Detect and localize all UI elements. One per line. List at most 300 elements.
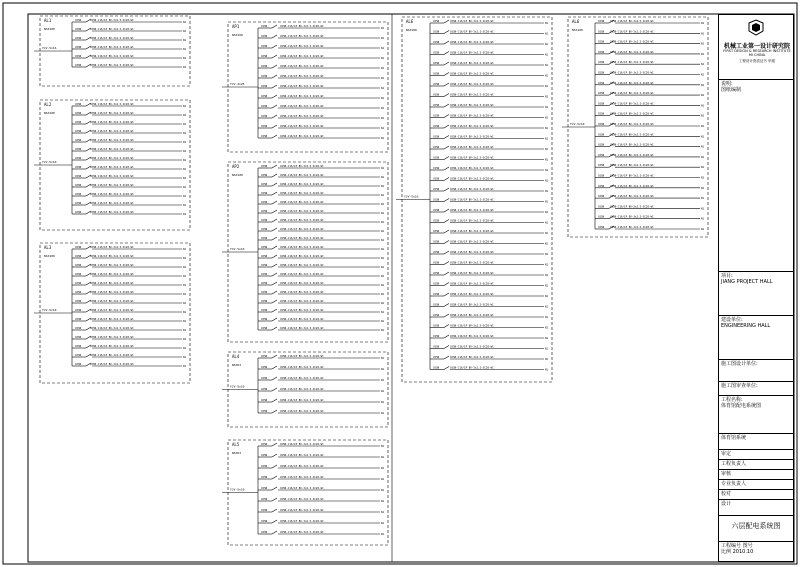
cb-ALE-10 [444, 125, 449, 128]
cb-label-AL4-5: C65N [261, 410, 268, 413]
cb-label-AL2-11: C65N [75, 202, 82, 205]
title-block [718, 14, 794, 562]
circuit-label-AP1-0: C65N-C16/1P BV-3x2.5-SC20-WC [280, 25, 324, 28]
circuit-label-AL2-1: C65N-C16/1P BV-3x2.5-SC20-WC [90, 112, 134, 115]
load-label-AL3-0: N1 [183, 248, 187, 251]
cb-AP2-1 [272, 174, 277, 177]
circuit-label-ALE-13: C65N-C16/1P BV-3x2.5-SC20-WC [450, 156, 494, 160]
circuit-label-AL3-1: C65N-C16/1P BV-3x2.5-SC20-WC [90, 255, 134, 258]
cb-AL5-3 [272, 476, 277, 479]
circuit-label-AL3-0: C65N-C16/1P BV-3x2.5-SC20-WC [90, 246, 134, 249]
load-label-AL2-11: N1 [183, 204, 187, 207]
cb-label-AL2-8: C65N [75, 175, 82, 178]
load-label-AP2-3: N1 [381, 194, 385, 197]
circuit-label-AP1-4: C65N-C16/1P BV-3x2.5-SC20-WC [280, 65, 324, 68]
circuit-label-AL3-9: C65N-C16/1P BV-3x2.5-SC20-WC [90, 327, 134, 330]
cb-AP2-10 [272, 255, 277, 258]
cb-AP1-5 [272, 75, 277, 78]
cb-label-AP2-18: C65N [261, 327, 268, 330]
circuit-label-AL3-10: C65N-C16/1P BV-3x2.5-SC20-WC [90, 336, 134, 339]
cb-ALE-19 [444, 220, 449, 223]
circuit-label-ALE-6: C65N-C16/1P BV-3x2.5-SC20-WC [450, 83, 494, 86]
cb-label-AL4-3: C65N [261, 388, 268, 391]
load-label-AL3-11: N1 [183, 347, 187, 350]
tb-sign-3: 专业负责人 [719, 479, 793, 489]
circuit-label-AL6-15: C65N-C16/1P BV-3x2.5-SC20-WC [610, 174, 654, 178]
circuit-label-AL4-5: C65N-C16/1P BV-3x2.5-SC20-WC [280, 410, 324, 413]
cb-label-ALE-14: C65N [433, 167, 440, 170]
cb-AL4-4 [272, 399, 277, 402]
circuit-label-AL3-5: C65N-C16/1P BV-3x2.5-SC20-WC [90, 291, 134, 294]
cb-ALE-22 [444, 251, 449, 254]
circuit-label-AP2-2: C65N-C16/1P BV-3x2.5-SC20-WC [280, 183, 324, 186]
cb-label-AL2-6: C65N [75, 157, 82, 160]
circuit-label-AP1-6: C65N-C16/1P BV-3x2.5-SC20-WC [280, 85, 324, 88]
cb-label-AP2-7: C65N [261, 228, 268, 231]
load-label-ALE-14: N1 [545, 169, 549, 172]
circuit-label-ALE-22: C65N-C16/1P BV-3x2.5-SC20-WC [450, 251, 494, 254]
load-label-AL6-12: N1 [701, 145, 705, 149]
circuit-label-AL5-8: C65N-C16/1P BV-3x2.5-SC20-WC [280, 531, 324, 534]
panel-id-AL6: AL6 [572, 19, 580, 24]
circuit-label-AL5-4: C65N-C16/1P BV-3x2.5-SC20-WC [280, 487, 324, 490]
cb-AP1-7 [272, 95, 277, 98]
cb-ALE-23 [444, 262, 449, 265]
cb-label-AL6-9: C65N [598, 112, 605, 116]
tb-sign-5: 设计 [719, 499, 793, 511]
load-label-AL6-11: N1 [701, 135, 705, 139]
circuit-label-AL1-3: C65N-C16/1P BV-3x2.5-SC20-WC [90, 46, 134, 49]
circuit-label-AL1-1: C65N-C16/1P BV-3x2.5-SC20-WC [90, 28, 134, 31]
load-label-ALE-28: N1 [545, 316, 549, 319]
circuit-label-AL2-9: C65N-C16/1P BV-3x2.5-SC20-WC [90, 184, 134, 187]
cb-AP2-2 [272, 183, 277, 186]
load-label-AP1-11: N1 [381, 137, 385, 140]
circuit-label-AL6-7: C65N-C16/1P BV-3x2.5-SC20-WC [610, 92, 654, 96]
circuit-label-AP2-5: C65N-C16/1P BV-3x2.5-SC20-WC [280, 210, 324, 213]
cb-label-AL6-17: C65N [598, 195, 605, 199]
load-label-AL3-2: N1 [183, 266, 187, 269]
circuit-label-ALE-30: C65N-C16/1P BV-3x2.5-SC20-WC [450, 335, 494, 338]
cb-label-AL2-4: C65N [75, 139, 82, 142]
load-label-AL3-6: N1 [183, 302, 187, 305]
load-label-AL3-10: N1 [183, 338, 187, 341]
load-label-AL1-5: N1 [183, 66, 187, 69]
load-label-AP2-6: N1 [381, 221, 385, 224]
circuit-label-AL6-1: C65N-C16/1P BV-3x2.5-SC20-WC [610, 30, 654, 34]
cb-label-AL6-12: C65N [598, 143, 605, 147]
cb-AP2-18 [272, 327, 277, 330]
load-label-AL6-17: N1 [701, 197, 705, 201]
circuit-label-AL1-2: C65N-C16/1P BV-3x2.5-SC20-WC [90, 37, 134, 40]
cb-label-ALE-1: C65N [433, 30, 440, 34]
cb-AL4-3 [272, 388, 277, 391]
circuit-label-AL2-0: C65N-C16/1P BV-3x2.5-SC20-WC [90, 103, 134, 106]
cb-label-AP2-11: C65N [261, 264, 268, 267]
cb-label-AL1-1: C65N [75, 28, 82, 31]
circuit-label-AL5-2: C65N-C16/1P BV-3x2.5-SC20-WC [280, 465, 324, 468]
circuit-label-ALE-24: C65N-C16/1P BV-3x2.5-SC20-WC [450, 272, 494, 275]
cb-AP1-4 [272, 65, 277, 68]
cb-label-AL6-20: C65N [598, 226, 605, 229]
panel-breaker-AP1: NSX160 [232, 33, 243, 37]
circuit-label-AP2-18: C65N-C16/1P BV-3x2.5-SC20-WC [280, 327, 324, 330]
wiring-diagram [34, 14, 708, 562]
cb-ALE-4 [444, 62, 449, 65]
cb-label-AL6-2: C65N [598, 40, 605, 44]
cb-label-AP1-2: C65N [261, 45, 268, 48]
circuit-label-ALE-0: C65N-C16/1P BV-3x2.5-SC20-WC [450, 20, 494, 23]
cert-line: 工程设计资质证书 甲级 [738, 59, 776, 63]
panel-breaker-AL4: NSX63 [232, 363, 242, 367]
cb-label-AL2-7: C65N [75, 166, 82, 169]
circuit-label-AL4-1: C65N-C16/1P BV-3x2.5-SC20-WC [280, 366, 324, 369]
cb-label-AL6-4: C65N [598, 61, 605, 65]
load-label-AP1-10: N1 [381, 127, 385, 130]
circuit-label-AL2-2: C65N-C16/1P BV-3x2.5-SC20-WC [90, 121, 134, 124]
cb-label-AP1-6: C65N [261, 85, 268, 88]
cb-ALE-11 [444, 136, 449, 139]
circuit-label-ALE-21: C65N-C16/1P BV-3x2.5-SC20-WC [450, 240, 494, 244]
cb-ALE-32 [444, 356, 449, 359]
circuit-label-AL1-5: C65N-C16/1P BV-3x2.5-SC20-WC [90, 64, 134, 67]
load-label-ALE-13: N1 [545, 158, 549, 162]
cb-AP1-6 [272, 85, 277, 88]
load-label-AP2-17: N1 [381, 320, 385, 323]
circuit-label-ALE-2: C65N-C16/1P BV-3x2.5-SC20-WC [450, 41, 494, 44]
load-label-ALE-7: N1 [545, 95, 549, 99]
load-label-AL6-0: N1 [701, 22, 705, 25]
circuit-label-ALE-11: C65N-C16/1P BV-3x2.5-SC20-WC [450, 135, 494, 139]
load-label-ALE-3: N1 [545, 53, 549, 57]
load-label-AP2-8: N1 [381, 239, 385, 242]
cb-label-AP1-1: C65N [261, 35, 268, 38]
cb-label-AL3-2: C65N [75, 264, 82, 267]
panel-id-AL5: AL5 [232, 442, 240, 447]
circuit-label-ALE-5: C65N-C16/1P BV-3x2.5-SC20-WC [450, 72, 494, 76]
cb-label-ALE-30: C65N [433, 335, 440, 338]
load-label-AP2-14: N1 [381, 293, 385, 296]
load-label-AP1-7: N1 [381, 97, 385, 100]
cb-label-ALE-18: C65N [433, 209, 440, 212]
cb-label-AP2-10: C65N [261, 255, 268, 258]
cb-label-AL3-6: C65N [75, 300, 82, 303]
cb-label-ALE-28: C65N [433, 314, 440, 317]
load-label-AL6-2: N1 [701, 42, 705, 46]
cb-label-AL2-3: C65N [75, 130, 82, 133]
cb-ALE-20 [444, 230, 449, 233]
cb-label-ALE-26: C65N [433, 293, 440, 296]
circuit-label-ALE-7: C65N-C16/1P BV-3x2.5-SC20-WC [450, 93, 494, 97]
load-label-ALE-0: N1 [545, 22, 549, 25]
cb-ALE-12 [444, 146, 449, 149]
cb-label-ALE-5: C65N [433, 72, 440, 76]
cb-AP1-1 [272, 35, 277, 38]
load-label-AL1-2: N1 [183, 39, 187, 42]
circuit-label-ALE-25: C65N-C16/1P BV-3x2.5-SC20-WC [450, 282, 494, 286]
cb-label-AP1-7: C65N [261, 95, 268, 98]
cb-label-ALE-7: C65N [433, 93, 440, 97]
circuit-label-ALE-3: C65N-C16/1P BV-3x2.5-SC20-WC [450, 51, 494, 55]
load-label-AP2-1: N1 [381, 176, 385, 179]
load-label-AL5-3: N1 [381, 478, 385, 481]
cb-label-ALE-21: C65N [433, 240, 440, 244]
cb-label-AP1-5: C65N [261, 75, 268, 78]
load-label-AL5-8: N1 [381, 533, 385, 536]
cb-label-AP1-10: C65N [261, 125, 268, 128]
cb-ALE-9 [444, 115, 449, 118]
feeder-label-AP2: YJV-5x16 [230, 247, 245, 251]
cb-label-AP2-17: C65N [261, 318, 268, 321]
circuit-label-AL6-5: C65N-C16/1P BV-3x2.5-SC20-WC [610, 71, 654, 75]
cb-label-AL6-16: C65N [598, 184, 605, 188]
feeder-label-AL4: YJV-5x10 [230, 384, 245, 389]
cb-label-AL2-5: C65N [75, 148, 82, 151]
cb-ALE-5 [444, 73, 449, 76]
cb-ALE-0 [444, 20, 449, 23]
cb-label-AL3-10: C65N [75, 336, 82, 339]
load-label-AP1-2: N1 [381, 47, 385, 50]
circuit-label-AL6-3: C65N-C16/1P BV-3x2.5-SC20-WC [610, 50, 654, 54]
circuit-label-AL3-4: C65N-C16/1P BV-3x2.5-SC20-WC [90, 282, 134, 285]
circuit-label-AL4-0: C65N-C16/1P BV-3x2.5-SC20-WC [280, 355, 324, 358]
circuit-label-ALE-10: C65N-C16/1P BV-3x2.5-SC20-WC [450, 125, 494, 128]
circuit-label-AP1-5: C65N-C16/1P BV-3x2.5-SC20-WC [280, 75, 324, 78]
load-label-AL6-13: N1 [701, 155, 705, 159]
cb-label-ALE-9: C65N [433, 114, 440, 118]
circuit-label-AL6-13: C65N-C16/1P BV-3x2.5-SC20-WC [610, 153, 654, 157]
panel-breaker-AL2: NSX100 [44, 111, 55, 115]
cb-label-ALE-15: C65N [433, 177, 440, 181]
cb-label-AL2-2: C65N [75, 121, 82, 124]
circuit-label-ALE-17: C65N-C16/1P BV-3x2.5-SC20-WC [450, 198, 494, 202]
cb-AP1-2 [272, 45, 277, 48]
feeder-label-AP1: YJV-4x25 [230, 82, 245, 86]
panel-breaker-AL1: NSX100 [44, 27, 55, 31]
circuit-label-AP1-9: C65N-C16/1P BV-3x2.5-SC20-WC [280, 115, 324, 118]
load-label-AP2-11: N1 [381, 266, 385, 269]
circuit-label-AL3-8: C65N-C16/1P BV-3x2.5-SC20-WC [90, 318, 134, 321]
load-label-ALE-25: N1 [545, 284, 549, 288]
circuit-label-ALE-4: C65N-C16/1P BV-3x2.5-SC20-WC [450, 62, 494, 65]
cb-AP2-5 [272, 210, 277, 213]
circuit-label-AL4-4: C65N-C16/1P BV-3x2.5-SC20-WC [280, 399, 324, 402]
cb-ALE-27 [444, 304, 449, 307]
circuit-label-AL1-0: C65N-C16/1P BV-3x2.5-SC20-WC [90, 19, 134, 22]
cb-ALE-29 [444, 325, 449, 328]
load-label-AP1-8: N1 [381, 107, 385, 110]
institute-logo [741, 19, 771, 39]
load-label-AL2-7: N1 [183, 168, 187, 171]
load-label-AP2-10: N1 [381, 257, 385, 260]
load-label-AP1-9: N1 [381, 117, 385, 120]
circuit-label-AL4-2: C65N-C16/1P BV-3x2.5-SC20-WC [280, 377, 324, 380]
cb-ALE-8 [444, 104, 449, 107]
panel-id-ALE: ALE [406, 19, 414, 24]
cb-label-AL6-5: C65N [598, 71, 605, 75]
circuit-label-AP1-10: C65N-C16/1P BV-3x2.5-SC20-WC [280, 125, 324, 128]
circuit-label-AP2-10: C65N-C16/1P BV-3x2.5-SC20-WC [280, 255, 324, 258]
circuit-label-AL3-7: C65N-C16/1P BV-3x2.5-SC20-WC [90, 309, 134, 312]
circuit-label-AL3-12: C65N-C16/1P BV-3x2.5-SC20-WC [90, 354, 134, 357]
cb-ALE-26 [444, 293, 449, 296]
cb-label-AL1-2: C65N [75, 37, 82, 40]
cb-label-AL2-10: C65N [75, 193, 82, 196]
load-label-ALE-6: N1 [545, 85, 549, 88]
circuit-label-AL4-3: C65N-C16/1P BV-3x2.5-SC20-WC [280, 388, 324, 391]
load-label-AP2-7: N1 [381, 230, 385, 233]
tb-field-subitem: 体育馆系统 [719, 433, 793, 447]
circuit-label-ALE-15: C65N-C16/1P BV-3x2.5-SC20-WC [450, 177, 494, 181]
load-label-AL6-4: N1 [701, 63, 705, 67]
load-label-AL5-1: N1 [381, 456, 385, 459]
panel-breaker-AP2: NSX100 [232, 173, 243, 177]
cb-ALE-25 [444, 283, 449, 286]
load-label-ALE-18: N1 [545, 211, 549, 214]
circuit-label-AL6-6: C65N-C16/1P BV-3x2.5-SC20-WC [610, 81, 654, 85]
cb-label-ALE-0: C65N [433, 20, 440, 23]
circuit-label-AL6-12: C65N-C16/1P BV-3x2.5-SC20-WC [610, 143, 654, 147]
cb-label-AL6-1: C65N [598, 30, 605, 34]
cb-AP2-7 [272, 228, 277, 231]
tb-sign-1: 工程负责人 [719, 459, 793, 469]
cb-AP2-6 [272, 219, 277, 222]
cb-label-AP2-3: C65N [261, 192, 268, 195]
cb-label-ALE-24: C65N [433, 272, 440, 275]
cb-ALE-17 [444, 199, 449, 202]
load-label-ALE-24: N1 [545, 274, 549, 277]
feeder-label-AL5: YJV-5x10 [230, 487, 245, 492]
cb-label-AL2-12: C65N [75, 211, 82, 214]
load-label-AL6-8: N1 [701, 104, 705, 108]
cb-label-AP2-1: C65N [261, 174, 268, 177]
panel-breaker-AL5: NSX63 [232, 451, 242, 455]
load-label-AL6-20: N1 [701, 228, 705, 231]
cb-AP2-15 [272, 300, 277, 303]
drawing-title: 六层配电系统图 [719, 515, 793, 541]
load-label-AL6-18: N1 [701, 207, 705, 211]
circuit-label-AL2-12: C65N-C16/1P BV-3x2.5-SC20-WC [90, 211, 134, 214]
cb-AL5-1 [272, 454, 277, 457]
load-label-AP1-3: N1 [381, 57, 385, 60]
circuit-label-AP1-2: C65N-C16/1P BV-3x2.5-SC20-WC [280, 45, 324, 48]
load-label-AP1-4: N1 [381, 67, 385, 70]
circuit-label-AP2-13: C65N-C16/1P BV-3x2.5-SC20-WC [280, 282, 324, 285]
load-label-ALE-21: N1 [545, 242, 549, 246]
tb-field-review-unit: 施工图审查单位: [719, 381, 793, 395]
cb-label-ALE-31: C65N [433, 345, 440, 349]
cb-AL5-2 [272, 465, 277, 468]
load-label-AP1-1: N1 [381, 37, 385, 40]
load-label-AP2-5: N1 [381, 212, 385, 215]
load-label-AL5-5: N1 [381, 500, 385, 503]
cb-ALE-30 [444, 335, 449, 338]
circuit-label-AL6-20: C65N-C16/1P BV-3x2.5-SC20-WC [610, 226, 654, 229]
load-label-AL3-9: N1 [183, 329, 187, 332]
cb-AL4-5 [272, 410, 277, 413]
load-label-ALE-22: N1 [545, 253, 549, 256]
cb-AL5-5 [272, 498, 277, 501]
circuit-label-AP1-3: C65N-C16/1P BV-3x2.5-SC20-WC [280, 55, 324, 58]
circuit-label-AL5-7: C65N-C16/1P BV-3x2.5-SC20-WC [280, 520, 324, 523]
load-label-AL6-5: N1 [701, 73, 705, 77]
load-label-ALE-26: N1 [545, 295, 549, 298]
cb-label-AL4-0: C65N [261, 355, 268, 358]
cb-label-AL3-9: C65N [75, 327, 82, 330]
circuit-label-AP2-1: C65N-C16/1P BV-3x2.5-SC20-WC [280, 174, 324, 177]
cb-label-AL6-11: C65N [598, 133, 605, 137]
circuit-label-AP1-11: C65N-C16/1P BV-3x2.5-SC20-WC [280, 135, 324, 138]
load-label-AL6-14: N1 [701, 166, 705, 170]
panel-id-AL4: AL4 [232, 354, 240, 359]
load-label-AP2-18: N1 [381, 329, 385, 332]
cb-label-AL1-5: C65N [75, 64, 82, 67]
load-label-AL3-8: N1 [183, 320, 187, 323]
circuit-label-ALE-8: C65N-C16/1P BV-3x2.5-SC20-WC [450, 104, 494, 107]
circuit-label-ALE-1: C65N-C16/1P BV-3x2.5-SC20-WC [450, 30, 494, 34]
cb-label-AP2-0: C65N [261, 165, 268, 168]
cb-AP2-17 [272, 318, 277, 321]
cb-label-AL3-7: C65N [75, 309, 82, 312]
cb-ALE-1 [444, 31, 449, 34]
circuit-label-AL6-11: C65N-C16/1P BV-3x2.5-SC20-WC [610, 133, 654, 137]
circuit-label-AP2-8: C65N-C16/1P BV-3x2.5-SC20-WC [280, 237, 324, 240]
load-label-AL3-4: N1 [183, 284, 187, 287]
cb-ALE-7 [444, 94, 449, 97]
cb-label-AL4-2: C65N [261, 377, 268, 380]
circuit-label-AL5-1: C65N-C16/1P BV-3x2.5-SC20-WC [280, 454, 324, 457]
load-label-AL5-4: N1 [381, 489, 385, 492]
cb-label-ALE-6: C65N [433, 83, 440, 86]
cb-AL4-1 [272, 366, 277, 369]
tb-sign-4: 校对 [719, 489, 793, 499]
circuit-label-AP2-14: C65N-C16/1P BV-3x2.5-SC20-WC [280, 291, 324, 294]
cb-label-AP2-16: C65N [261, 309, 268, 312]
circuit-label-ALE-29: C65N-C16/1P BV-3x2.5-SC20-WC [450, 324, 494, 328]
cb-label-AL5-0: C65N [261, 443, 268, 446]
institute-english: FIRST DESIGN & RESEARCH INSTITUTE MI CHINA [723, 49, 791, 57]
load-label-ALE-2: N1 [545, 43, 549, 46]
cb-ALE-24 [444, 272, 449, 275]
cb-label-AP2-5: C65N [261, 210, 268, 213]
cb-AL5-0 [272, 443, 277, 446]
cb-label-AL4-4: C65N [261, 399, 268, 402]
circuit-label-ALE-9: C65N-C16/1P BV-3x2.5-SC20-WC [450, 114, 494, 118]
load-label-ALE-20: N1 [545, 232, 549, 235]
cb-ALE-28 [444, 314, 449, 317]
circuit-label-ALE-18: C65N-C16/1P BV-3x2.5-SC20-WC [450, 209, 494, 212]
cb-label-ALE-19: C65N [433, 219, 440, 223]
circuit-label-AL6-14: C65N-C16/1P BV-3x2.5-SC20-WC [610, 164, 654, 168]
circuit-label-AL5-0: C65N-C16/1P BV-3x2.5-SC20-WC [280, 443, 324, 446]
cb-label-AP2-15: C65N [261, 300, 268, 303]
load-label-ALE-31: N1 [545, 347, 549, 351]
cb-AP2-8 [272, 237, 277, 240]
circuit-label-AL3-11: C65N-C16/1P BV-3x2.5-SC20-WC [90, 345, 134, 348]
feeder-label-AL6: YJV-5x10 [570, 122, 585, 126]
cb-label-AL3-5: C65N [75, 291, 82, 294]
cb-label-AL6-6: C65N [598, 81, 605, 85]
circuit-label-AL3-3: C65N-C16/1P BV-3x2.5-SC20-WC [90, 273, 134, 276]
cb-label-AL3-11: C65N [75, 345, 82, 348]
cb-label-AL4-1: C65N [261, 366, 268, 369]
cb-label-AL3-3: C65N [75, 273, 82, 276]
circuit-label-AP2-3: C65N-C16/1P BV-3x2.5-SC20-WC [280, 192, 324, 195]
load-label-AL2-0: N1 [183, 105, 187, 108]
tb-field-design-unit: 施工图设计单位: [719, 359, 793, 373]
circuit-label-AL6-0: C65N-C16/1P BV-3x2.5-SC20-WC [610, 20, 654, 23]
cb-label-AL6-15: C65N [598, 174, 605, 178]
